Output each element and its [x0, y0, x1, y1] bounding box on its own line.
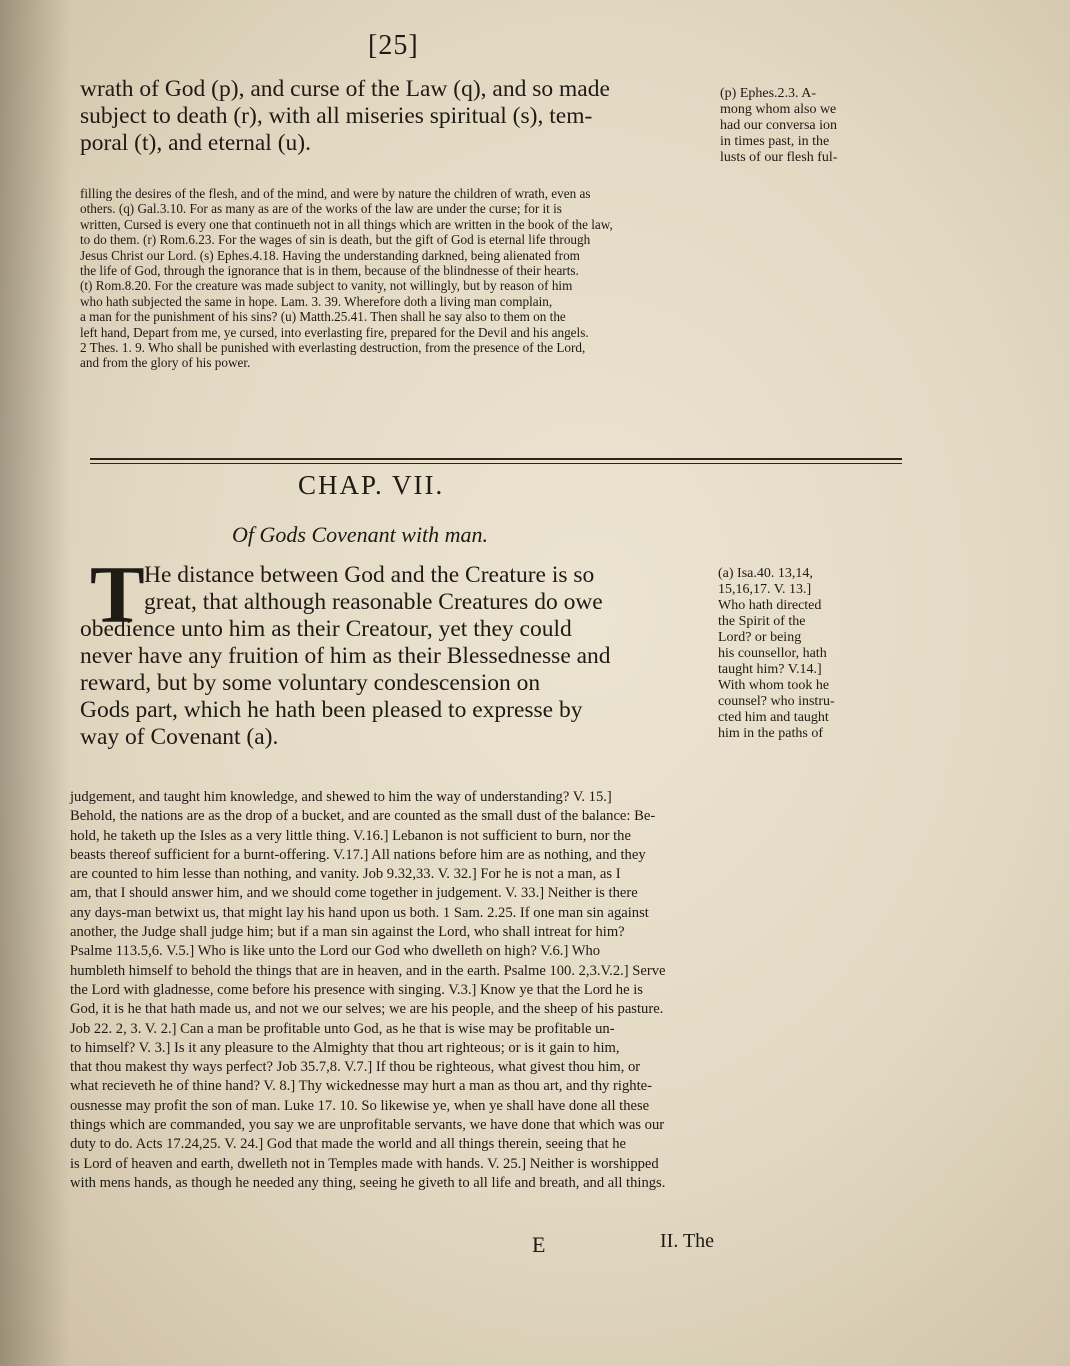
- margin-line: (p) Ephes.2.3. A-: [720, 86, 817, 101]
- footnote-line: (t) Rom.8.20. For the creature was made subject to vanity, not willingly, but by reason of him: [80, 278, 573, 294]
- section-rule: [90, 458, 902, 460]
- footnote-line: beasts thereof sufficient for a burnt-offering. V.17.] All nations before him are as nothing, and they: [70, 846, 646, 863]
- main-line: great, that although reasonable Creatures do owe: [144, 589, 603, 615]
- main-text-indented: [144, 562, 712, 616]
- footnotes-top: [80, 186, 908, 371]
- main-line: Gods part, which he hath been pleased to expresse by: [80, 697, 583, 723]
- main-line: reward, but by some voluntary condescension on: [80, 670, 541, 696]
- footnote-line: to himself? V. 3.] Is it any pleasure to the Almighty that thou art righteous; or is it gain to him,: [70, 1039, 620, 1056]
- margin-line: lusts of our flesh ful-: [720, 150, 838, 165]
- footnote-line: duty to do. Acts 17.24,25. V. 24.] God that made the world and all things therein, seeing that he: [70, 1136, 626, 1153]
- footnote-line: another, the Judge shall judge him; but if a man sin against the Lord, who shall intreat for him?: [70, 924, 625, 941]
- main-line: never have any fruition of him as their Blessednesse and: [80, 643, 611, 669]
- section-rule-thin: [90, 463, 902, 464]
- main-text: [80, 616, 712, 751]
- footnote-line: filling the desires of the flesh, and of the mind, and were by nature the children of wrath, even as: [80, 186, 591, 201]
- drop-cap: T: [90, 549, 145, 640]
- footnote-line: Jesus Christ our Lord. (s) Ephes.4.18. Having the understanding darkned, being alienated from: [80, 247, 580, 263]
- footnote-line: God, it is he that hath made us, and not we our selves; we are his people, and the sheep of his pasture.: [70, 1001, 664, 1018]
- main-margin-note: [718, 566, 910, 742]
- footnote-line: that thou makest thy ways perfect? Job 35.7,8. V.7.] If thou be righteous, what givest thou him, or: [70, 1059, 641, 1076]
- footnote-line: who hath subjected the same in hope. Lam. 3. 39. Wherefore doth a living man complain,: [80, 293, 553, 309]
- footnote-line: others. (q) Gal.3.10. For as many as are of the works of the law are under the curse; for it is: [80, 201, 562, 217]
- footnote-line: Job 22. 2, 3. V. 2.] Can a man be profitable unto God, as he that is wise may be profitable un-: [70, 1020, 615, 1037]
- footnote-line: humbleth himself to behold the things that are in heaven, and in the earth. Psalme 100. 2,3.V.2.] Serve: [70, 962, 666, 979]
- margin-line: 15,16,17. V. 13.]: [718, 582, 812, 597]
- intro-text: [80, 76, 720, 157]
- footnote-line: left hand, Depart from me, ye cursed, into everlasting fire, prepared for the Devil and his angels.: [80, 324, 589, 340]
- footnote-line: am, that I should answer him, and we should come together in judgement. V. 33.] Neither is there: [70, 885, 638, 902]
- margin-line: cted him and taught: [718, 710, 829, 725]
- margin-line: Who hath directed: [718, 598, 822, 613]
- footnote-line: any days-man betwixt us, that might lay his hand upon us both. 1 Sam. 2.25. If one man sin against: [70, 904, 649, 921]
- margin-line: him in the paths of: [718, 726, 823, 741]
- footnote-line: with mens hands, as though he needed any thing, seeing he giveth to all life and breath, and all things.: [70, 1174, 666, 1191]
- margin-line: (a) Isa.40. 13,14,: [718, 566, 813, 581]
- footnote-line: the life of God, through the ignorance that is in them, because of the blindnesse of their hearts.: [80, 263, 579, 279]
- main-line: obedience unto him as their Creatour, yet they could: [80, 616, 572, 642]
- margin-line: mong whom also we: [720, 102, 837, 117]
- signature-mark: E: [532, 1232, 546, 1257]
- footnote-line: a man for the punishment of his sins? (u) Matth.25.41. Then shall he say also to them on the: [80, 309, 566, 325]
- margin-line: had our conversa ion: [720, 118, 838, 133]
- margin-line: With whom took he: [718, 678, 830, 693]
- footnote-line: judgement, and taught him knowledge, and shewed to him the way of understanding? V. 15.]: [70, 789, 612, 805]
- intro-line: poral (t), and eternal (u).: [80, 130, 311, 156]
- footnote-line: are counted to him lesse than nothing, and vanity. Job 9.32,33. V. 32.] For he is not a man, as I: [70, 866, 621, 883]
- footnote-line: 2 Thes. 1. 9. Who shall be punished with everlasting destruction, from the presence of the Lord,: [80, 340, 586, 356]
- footnote-line: to do them. (r) Rom.6.23. For the wages of sin is death, but the gift of God is eternal life through: [80, 232, 591, 248]
- intro-line: wrath of God (p), and curse of the Law (q), and so made: [80, 76, 610, 102]
- main-line: way of Covenant (a).: [80, 724, 279, 750]
- footnote-line: things which are commanded, you say we are unprofitable servants, we have done that which was our: [70, 1117, 665, 1134]
- footnote-line: what recieveth he of thine hand? V. 8.] Thy wickednesse may hurt a man as thou art, and thy righte-: [70, 1078, 652, 1095]
- footnotes-bottom: [70, 788, 910, 1193]
- footnote-line: and from the glory of his power.: [80, 355, 251, 371]
- page-number: [25]: [368, 30, 419, 61]
- footnote-line: is Lord of heaven and earth, dwelleth not in Temples made with hands. V. 25.] Neither is worshipped: [70, 1155, 659, 1172]
- margin-line: the Spirit of the: [718, 614, 806, 629]
- margin-line: Lord? or being: [718, 630, 802, 645]
- footnote-line: the Lord with gladnesse, come before his presence with singing. V.3.] Know ye that the Lord he is: [70, 981, 643, 998]
- intro-margin-note: [720, 86, 910, 166]
- footnote-line: ousnesse may profit the son of man. Luke 17. 10. So likewise ye, when ye shall have done all these: [70, 1097, 650, 1114]
- margin-line: in times past, in the: [720, 134, 830, 149]
- footnote-line: Psalme 113.5,6. V.5.] Who is like unto the Lord our God who dwelleth on high? V.6.] Who: [70, 943, 601, 960]
- margin-line: his counsellor, hath: [718, 646, 827, 661]
- catchword: II. The: [660, 1230, 715, 1252]
- chapter-subtitle: Of Gods Covenant with man.: [232, 522, 489, 547]
- footnote-line: Behold, the nations are as the drop of a bucket, and are counted as the small dust of the balance: Be-: [70, 808, 656, 825]
- main-line: He distance between God and the Creature is so: [144, 562, 595, 588]
- chapter-title: CHAP. VII.: [298, 470, 445, 500]
- margin-line: counsel? who instru-: [718, 694, 835, 709]
- page-gutter-shadow: [0, 0, 70, 1366]
- intro-line: subject to death (r), with all miseries spiritual (s), tem-: [80, 103, 593, 129]
- margin-line: taught him? V.14.]: [718, 662, 822, 677]
- footnote-line: written, Cursed is every one that continueth not in all things which are written in the book of the law,: [80, 216, 613, 232]
- footnote-line: hold, he taketh up the Isles as a very little thing. V.16.] Lebanon is not sufficient to burn, nor the: [70, 827, 631, 844]
